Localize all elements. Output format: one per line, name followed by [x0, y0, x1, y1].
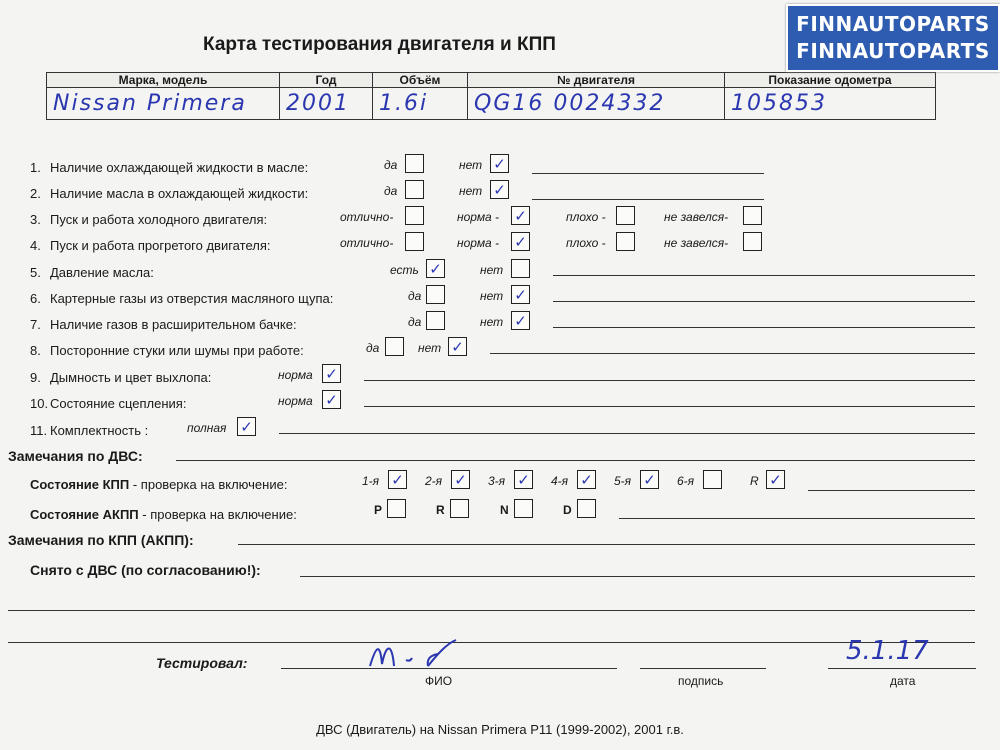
- remark-line: [619, 518, 975, 519]
- option-label: нет: [459, 158, 483, 172]
- handwritten-date: 5.1.17: [846, 636, 929, 666]
- col-volume-header: Объём: [373, 73, 468, 88]
- gear-label: 3-я: [488, 474, 506, 488]
- auto-gearbox-suffix: - проверка на включение:: [138, 507, 297, 522]
- remark-line: [553, 275, 975, 276]
- option-label: норма -: [457, 236, 500, 250]
- checkbox[interactable]: ✓: [511, 311, 530, 330]
- option-label: есть: [390, 263, 419, 277]
- option-label: плохо -: [566, 236, 606, 250]
- option-label: нет: [459, 184, 483, 198]
- year-value: 2001: [280, 88, 373, 120]
- manual-gearbox-suffix: - проверка на включение:: [129, 477, 288, 492]
- auto-position-label: P: [374, 503, 383, 517]
- date-line: [828, 668, 976, 669]
- checkbox[interactable]: ✓: [490, 154, 509, 173]
- option-label: нет: [480, 263, 504, 277]
- option-label: нет: [480, 315, 504, 329]
- manual-gearbox-title: Состояние КПП: [30, 477, 130, 492]
- option-label: норма: [278, 368, 313, 382]
- gear-checkbox[interactable]: ✓: [451, 470, 470, 489]
- item-num: 2.: [30, 186, 41, 201]
- item-label: Состояние сцепления:: [50, 396, 187, 411]
- remark-line: [808, 490, 975, 491]
- remark-line: [279, 433, 975, 434]
- gear-checkbox[interactable]: ✓: [514, 470, 533, 489]
- item-label: Дымность и цвет выхлопа:: [50, 370, 212, 385]
- remark-line: [553, 327, 975, 328]
- finnautoparts-logo: [786, 4, 1000, 72]
- checkbox[interactable]: ✓: [511, 232, 530, 251]
- col-model-header: Марка, модель: [47, 73, 280, 88]
- item-label: Посторонние стуки или шумы при работе:: [50, 343, 304, 358]
- option-label: нет: [418, 341, 442, 355]
- item-num: 5.: [30, 265, 41, 280]
- gear-checkbox[interactable]: ✓: [766, 470, 785, 489]
- checkbox[interactable]: [405, 206, 424, 225]
- auto-position-checkbox[interactable]: [387, 499, 406, 518]
- item-num: 10.: [30, 396, 49, 411]
- item-label: Пуск и работа прогретого двигателя:: [50, 238, 271, 253]
- gear-label: 2-я: [425, 474, 443, 488]
- item-num: 9.: [30, 370, 41, 385]
- checkbox[interactable]: ✓: [322, 390, 341, 409]
- handwritten-signature: [366, 636, 466, 679]
- manual-gearbox-label: [30, 477, 287, 492]
- checkbox[interactable]: ✓: [426, 259, 445, 278]
- image-caption: ДВС (Двигатель) на Nissan Primera P11 (1999-2002), 2001 г.в.: [316, 722, 684, 737]
- gear-label: 4-я: [551, 474, 569, 488]
- checkbox[interactable]: ✓: [511, 285, 530, 304]
- remark-line: [532, 199, 764, 200]
- item-num: 3.: [30, 212, 41, 227]
- option-label: плохо -: [566, 210, 606, 224]
- option-label: да: [366, 341, 380, 355]
- odometer-value: 105853: [725, 88, 936, 120]
- gear-label: 1-я: [362, 474, 380, 488]
- auto-position-label: R: [436, 503, 445, 517]
- remark-line: [8, 610, 975, 611]
- gear-label: 6-я: [677, 474, 695, 488]
- remark-line: [553, 301, 975, 302]
- engine-number-value: QG16 0024332: [468, 88, 725, 120]
- checkbox[interactable]: ✓: [237, 417, 256, 436]
- gear-label: 5-я: [614, 474, 632, 488]
- item-label: Комплектность :: [50, 423, 149, 438]
- name-caption: ФИО: [425, 674, 453, 688]
- item-label: Картерные газы из отверстия масляного щупа:: [50, 291, 334, 306]
- checkbox[interactable]: [405, 154, 424, 173]
- remark-line: [176, 460, 975, 461]
- option-label: не завелся-: [664, 236, 729, 250]
- checkbox[interactable]: [385, 337, 404, 356]
- option-label: норма -: [457, 210, 500, 224]
- option-label: да: [384, 158, 398, 172]
- checkbox[interactable]: ✓: [448, 337, 467, 356]
- item-label: Пуск и работа холодного двигателя:: [50, 212, 268, 227]
- signature-line: [640, 668, 766, 669]
- engine-remarks-label: Замечания по ДВС:: [8, 448, 143, 464]
- option-label: отлично-: [340, 210, 394, 224]
- item-label: Наличие газов в расширительном бачке:: [50, 317, 297, 332]
- checkbox[interactable]: ✓: [511, 206, 530, 225]
- option-label: не завелся-: [664, 210, 729, 224]
- checkbox[interactable]: [405, 180, 424, 199]
- item-label: Наличие охлаждающей жидкости в масле:: [50, 160, 309, 175]
- option-label: полная: [187, 421, 227, 435]
- remark-line: [238, 544, 975, 545]
- checkbox[interactable]: [405, 232, 424, 251]
- checkbox[interactable]: [426, 285, 445, 304]
- gear-checkbox[interactable]: [703, 470, 722, 489]
- item-num: 8.: [30, 343, 41, 358]
- logo-text: FINNAUTOPARTS: [796, 12, 990, 36]
- remark-line: [300, 576, 975, 577]
- checkbox[interactable]: [616, 206, 635, 225]
- auto-gearbox-label: [30, 507, 297, 522]
- option-label: норма: [278, 394, 313, 408]
- remark-line: [490, 353, 975, 354]
- item-num: 4.: [30, 238, 41, 253]
- checkbox[interactable]: ✓: [490, 180, 509, 199]
- gear-label: R: [750, 474, 759, 488]
- item-num: 11.: [30, 423, 48, 438]
- auto-gearbox-title: Состояние АКПП: [30, 507, 139, 522]
- item-num: 7.: [30, 317, 41, 332]
- checkbox[interactable]: [511, 259, 530, 278]
- gearbox-remarks-label: Замечания по КПП (АКПП):: [8, 532, 194, 548]
- remark-line: [532, 173, 764, 174]
- remark-line: [364, 406, 975, 407]
- item-num: 6.: [30, 291, 41, 306]
- remark-line: [364, 380, 975, 381]
- model-value: Nissan Primera: [47, 88, 280, 120]
- auto-position-checkbox[interactable]: [450, 499, 469, 518]
- remark-line: [8, 642, 975, 643]
- option-label: да: [384, 184, 398, 198]
- tested-by-label: Тестировал:: [156, 655, 248, 671]
- removed-parts-label: Снято с ДВС (по согласованию!):: [30, 562, 261, 578]
- checkbox[interactable]: [616, 232, 635, 251]
- col-odometer-header: Показание одометра: [725, 73, 936, 88]
- option-label: отлично-: [340, 236, 394, 250]
- checkbox[interactable]: ✓: [322, 364, 341, 383]
- form-title: Карта тестирования двигателя и КПП: [203, 34, 556, 55]
- checkbox[interactable]: [426, 311, 445, 330]
- option-label: да: [408, 315, 422, 329]
- col-year-header: Год: [280, 73, 373, 88]
- gear-checkbox[interactable]: ✓: [388, 470, 407, 489]
- checkbox[interactable]: [743, 232, 762, 251]
- signature-caption: подпись: [678, 674, 724, 688]
- item-num: 1.: [30, 160, 41, 175]
- option-label: нет: [480, 289, 504, 303]
- auto-position-label: N: [500, 503, 509, 517]
- date-caption: дата: [890, 674, 916, 688]
- logo-text: FINNAUTOPARTS: [796, 39, 990, 63]
- vehicle-info-table: [46, 72, 936, 120]
- gear-checkbox[interactable]: ✓: [640, 470, 659, 489]
- option-label: да: [408, 289, 422, 303]
- item-label: Наличие масла в охлаждающей жидкости:: [50, 186, 309, 201]
- auto-position-checkbox[interactable]: [577, 499, 596, 518]
- gear-checkbox[interactable]: ✓: [577, 470, 596, 489]
- auto-position-checkbox[interactable]: [514, 499, 533, 518]
- auto-position-label: D: [563, 503, 572, 517]
- checkbox[interactable]: [743, 206, 762, 225]
- item-label: Давление масла:: [50, 265, 154, 280]
- volume-value: 1.6i: [373, 88, 468, 120]
- col-engine-header: № двигателя: [468, 73, 725, 88]
